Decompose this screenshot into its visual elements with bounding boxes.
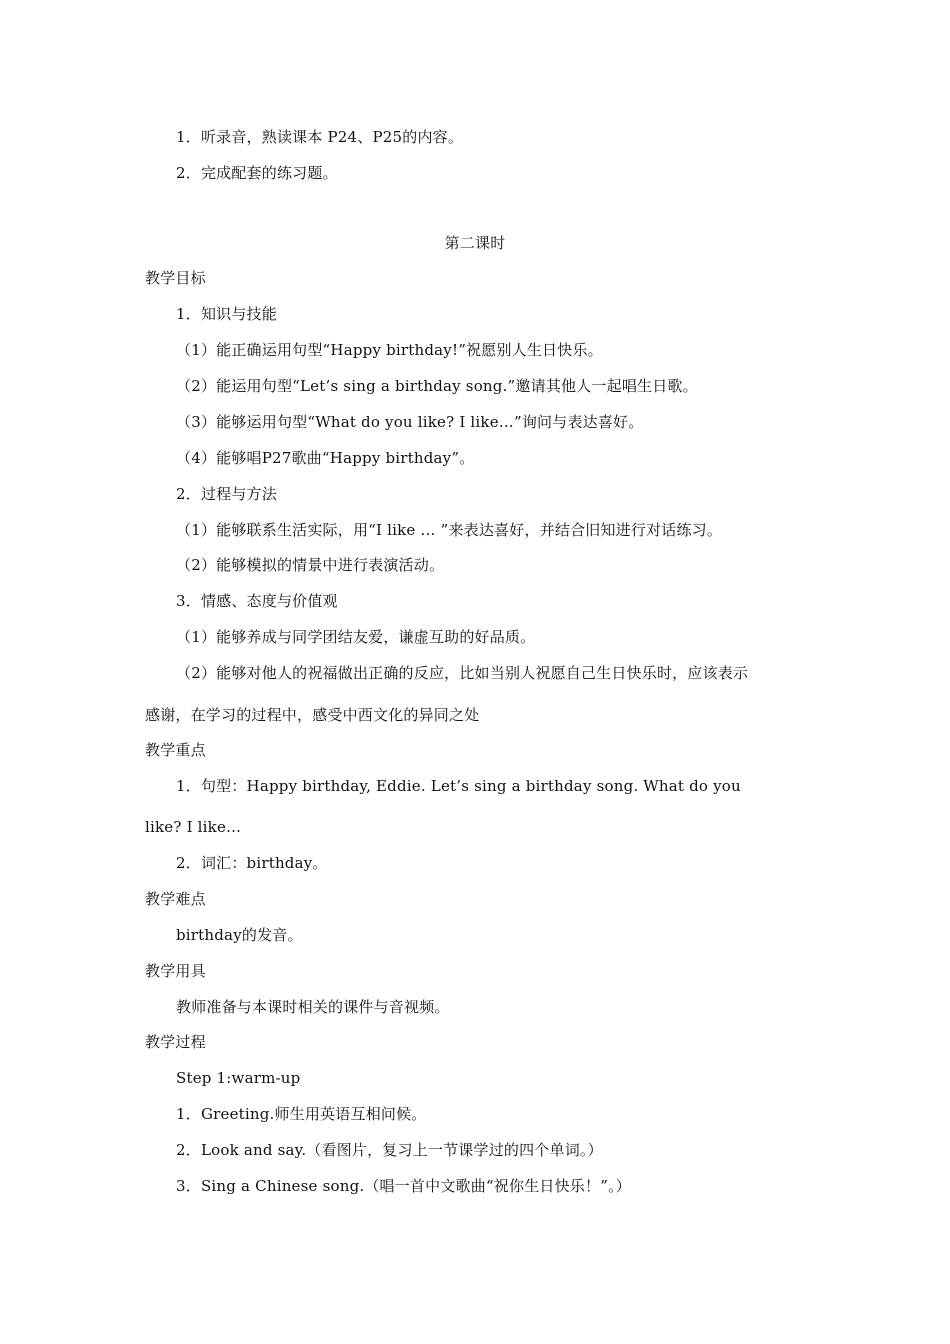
- emotion-item-2-line-2: 感谢，在学习的过程中，感受中西文化的异同之处: [145, 706, 480, 724]
- procedure-item-3: 3．Sing a Chinese song.（唱一首中文歌曲“祝你生日快乐！”。）: [176, 1177, 631, 1195]
- key-points-item-1-line-2: like? I like…: [145, 818, 242, 836]
- procedure-step: Step 1:warm-up: [176, 1069, 301, 1087]
- difficulties-text: birthday的发音。: [176, 926, 303, 944]
- procedure-heading: 教学过程: [145, 1033, 206, 1051]
- key-points-item-2: 2．词汇：birthday。: [176, 854, 328, 872]
- lesson-title: 第二课时: [444, 234, 506, 252]
- knowledge-heading: 1．知识与技能: [176, 305, 277, 323]
- process-heading: 2．过程与方法: [176, 485, 277, 503]
- tools-text: 教师准备与本课时相关的课件与音视频。: [176, 998, 450, 1016]
- tools-heading: 教学用具: [145, 962, 206, 980]
- procedure-item-1: 1．Greeting.师生用英语互相问候。: [176, 1105, 427, 1123]
- emotion-item-2-line-1: （2）能够对他人的祝福做出正确的反应，比如当别人祝愿自己生日快乐时，应该表示: [176, 664, 749, 682]
- knowledge-item-3: （3）能够运用句型“What do you like? I like…”询问与表达喜好。: [176, 413, 644, 431]
- homework-item-2: 2．完成配套的练习题。: [176, 164, 338, 182]
- emotion-item-1: （1）能够养成与同学团结友爱，谦虚互助的好品质。: [176, 628, 536, 646]
- homework-item-1: 1．听录音，熟读课本 P24、P25的内容。: [176, 128, 464, 146]
- emotion-heading: 3．情感、态度与价值观: [176, 592, 338, 610]
- knowledge-item-2: （2）能运用句型“Let’s sing a birthday song.”邀请其他人一起唱生日歌。: [176, 377, 698, 395]
- process-item-2: （2）能够模拟的情景中进行表演活动。: [176, 556, 445, 574]
- key-points-item-1-line-1: 1．句型：Happy birthday, Eddie. Let’s sing a birthday song. What do you: [176, 777, 741, 795]
- knowledge-item-1: （1）能正确运用句型“Happy birthday!”祝愿别人生日快乐。: [176, 341, 603, 359]
- key-points-heading: 教学重点: [145, 741, 206, 759]
- difficulties-heading: 教学难点: [145, 890, 206, 908]
- knowledge-item-4: （4）能够唱P27歌曲“Happy birthday”。: [176, 449, 475, 467]
- procedure-item-2: 2．Look and say.（看图片，复习上一节课学过的四个单词。）: [176, 1141, 603, 1159]
- objectives-heading: 教学目标: [145, 269, 206, 287]
- process-item-1: （1）能够联系生活实际，用“I like … ”来表达喜好，并结合旧知进行对话练习。: [176, 521, 723, 539]
